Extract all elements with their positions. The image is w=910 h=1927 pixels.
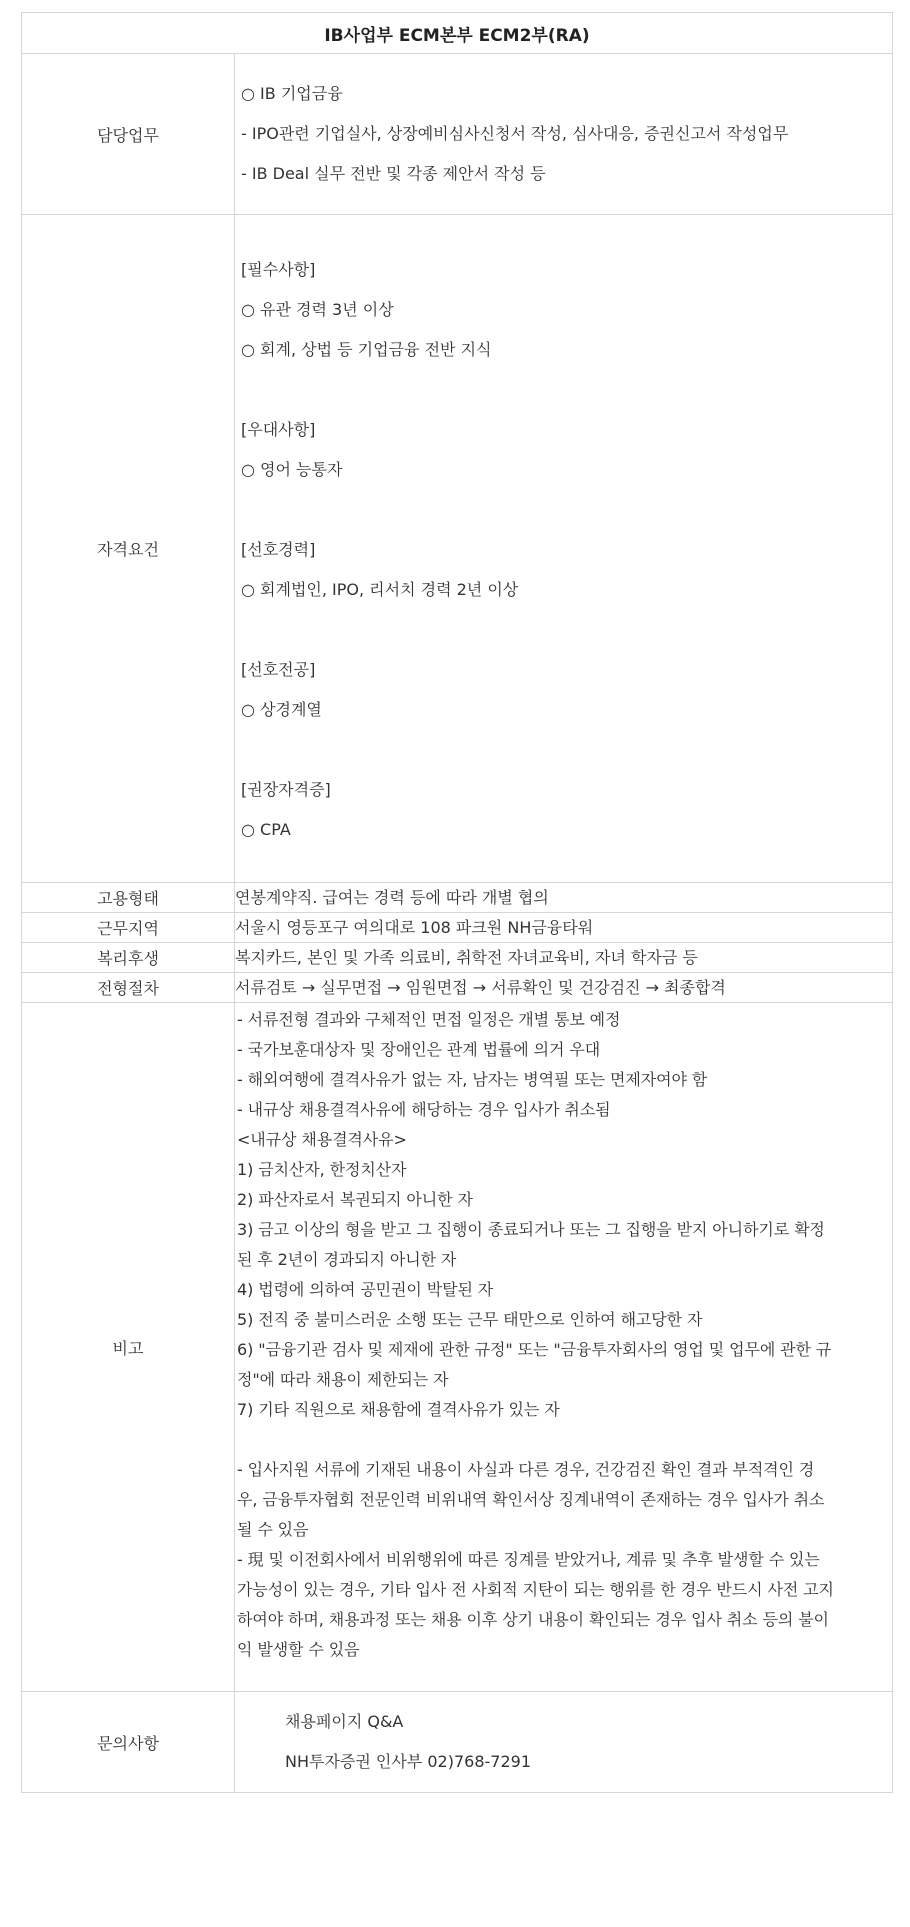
employment-label: 고용형태: [22, 883, 235, 913]
duty-line: ○ IB 기업금융: [241, 84, 343, 103]
qual-item: ○ 회계법인, IPO, 리서치 경력 2년 이상: [241, 580, 519, 599]
note-line: 우, 금융투자협회 전문인력 비위내역 확인서상 징계내역이 존재하는 경우 입사가 취소: [237, 1490, 825, 1509]
note-line: 3) 금고 이상의 형을 받고 그 집행이 종료되거나 또는 그 집행을 받지 아니하기로 확정: [237, 1220, 825, 1239]
job-posting-table: [21, 12, 893, 1793]
location-label: 근무지역: [22, 913, 235, 943]
duties-row: [22, 54, 893, 215]
location-value: 서울시 영등포구 여의대로 108 파크원 NH금융타워: [235, 913, 893, 943]
inquiry-label: 문의사항: [22, 1692, 235, 1793]
inquiry-qa: 채용페이지 Q&A: [285, 1712, 404, 1731]
inquiry-content: [235, 1692, 893, 1793]
note-line: 정"에 따라 채용이 제한되는 자: [237, 1370, 449, 1389]
duties-content: [235, 54, 893, 215]
duty-line: - IB Deal 실무 전반 및 각종 제안서 작성 등: [241, 164, 546, 183]
note-spacer: [237, 1425, 890, 1455]
process-value: 서류검토 → 실무면접 → 임원면접 → 서류확인 및 건강검진 → 최종합격: [235, 973, 893, 1003]
qual-item: ○ 상경계열: [241, 700, 322, 719]
qual-heading: [우대사항]: [241, 420, 316, 439]
note-line: 된 후 2년이 경과되지 아니한 자: [237, 1250, 457, 1269]
notes-row: [22, 1003, 893, 1692]
qualifications-label: 자격요건: [22, 215, 235, 883]
note-line: 하여야 하며, 채용과정 또는 채용 이후 상기 내용이 확인되는 경우 입사 취소 등의 불이: [237, 1610, 829, 1629]
note-line: <내규상 채용결격사유>: [237, 1130, 407, 1149]
qual-heading: [필수사항]: [241, 260, 316, 279]
posting-title: IB사업부 ECM본부 ECM2부(RA): [22, 13, 893, 54]
qual-heading: [선호전공]: [241, 660, 316, 679]
note-line: 6) "금융기관 검사 및 제재에 관한 규정" 또는 "금융투자회사의 영업 및 업무에 관한 규: [237, 1340, 832, 1359]
notes-content: [235, 1003, 893, 1692]
inquiry-phone: NH투자증권 인사부 02)768-7291: [285, 1752, 531, 1771]
note-line: - 입사지원 서류에 기재된 내용이 사실과 다른 경우, 건강검진 확인 결과 부적격인 경: [237, 1460, 815, 1479]
benefits-label: 복리후생: [22, 943, 235, 973]
qual-item: ○ CPA: [241, 820, 291, 839]
title-row: [22, 13, 893, 54]
note-line: 7) 기타 직원으로 채용함에 결격사유가 있는 자: [237, 1400, 560, 1419]
note-line: 될 수 있음: [237, 1520, 309, 1539]
benefits-value: 복지카드, 본인 및 가족 의료비, 취학전 자녀교육비, 자녀 학자금 등: [235, 943, 893, 973]
note-line: - 해외여행에 결격사유가 없는 자, 남자는 병역필 또는 면제자여야 함: [237, 1070, 708, 1089]
note-line: - 現 및 이전회사에서 비위행위에 따른 징계를 받았거나, 계류 및 추후 발생할 수 있는: [237, 1550, 820, 1569]
note-line: - 국가보훈대상자 및 장애인은 관계 법률에 의거 우대: [237, 1040, 601, 1059]
qualifications-content: [235, 215, 893, 883]
note-line: 5) 전직 중 불미스러운 소행 또는 근무 태만으로 인하여 해고당한 자: [237, 1310, 703, 1329]
qualifications-row: [22, 215, 893, 883]
note-line: 2) 파산자로서 복권되지 아니한 자: [237, 1190, 473, 1209]
notes-label: 비고: [22, 1003, 235, 1692]
qual-item: ○ 유관 경력 3년 이상: [241, 300, 394, 319]
benefits-row: [22, 943, 893, 973]
inquiry-row: [22, 1692, 893, 1793]
qual-heading: [권장자격증]: [241, 780, 331, 799]
duty-line: - IPO관련 기업실사, 상장예비심사신청서 작성, 심사대응, 증권신고서 작성업무: [241, 124, 789, 143]
employment-value: 연봉계약직. 급여는 경력 등에 따라 개별 협의: [235, 883, 893, 913]
qual-item: ○ 영어 능통자: [241, 460, 343, 479]
note-line: 익 발생할 수 있음: [237, 1640, 360, 1659]
qual-item: ○ 회계, 상법 등 기업금융 전반 지식: [241, 340, 492, 359]
process-label: 전형절차: [22, 973, 235, 1003]
employment-row: [22, 883, 893, 913]
duties-label: 담당업무: [22, 54, 235, 215]
qual-heading: [선호경력]: [241, 540, 316, 559]
note-line: 4) 법령에 의하여 공민권이 박탈된 자: [237, 1280, 494, 1299]
note-line: 1) 금치산자, 한정치산자: [237, 1160, 407, 1179]
note-line: - 내규상 채용결격사유에 해당하는 경우 입사가 취소됨: [237, 1100, 611, 1119]
location-row: [22, 913, 893, 943]
note-line: 가능성이 있는 경우, 기타 입사 전 사회적 지탄이 되는 행위를 한 경우 반드시 사전 고지: [237, 1580, 834, 1599]
process-row: [22, 973, 893, 1003]
note-line: - 서류전형 결과와 구체적인 면접 일정은 개별 통보 예정: [237, 1010, 621, 1029]
